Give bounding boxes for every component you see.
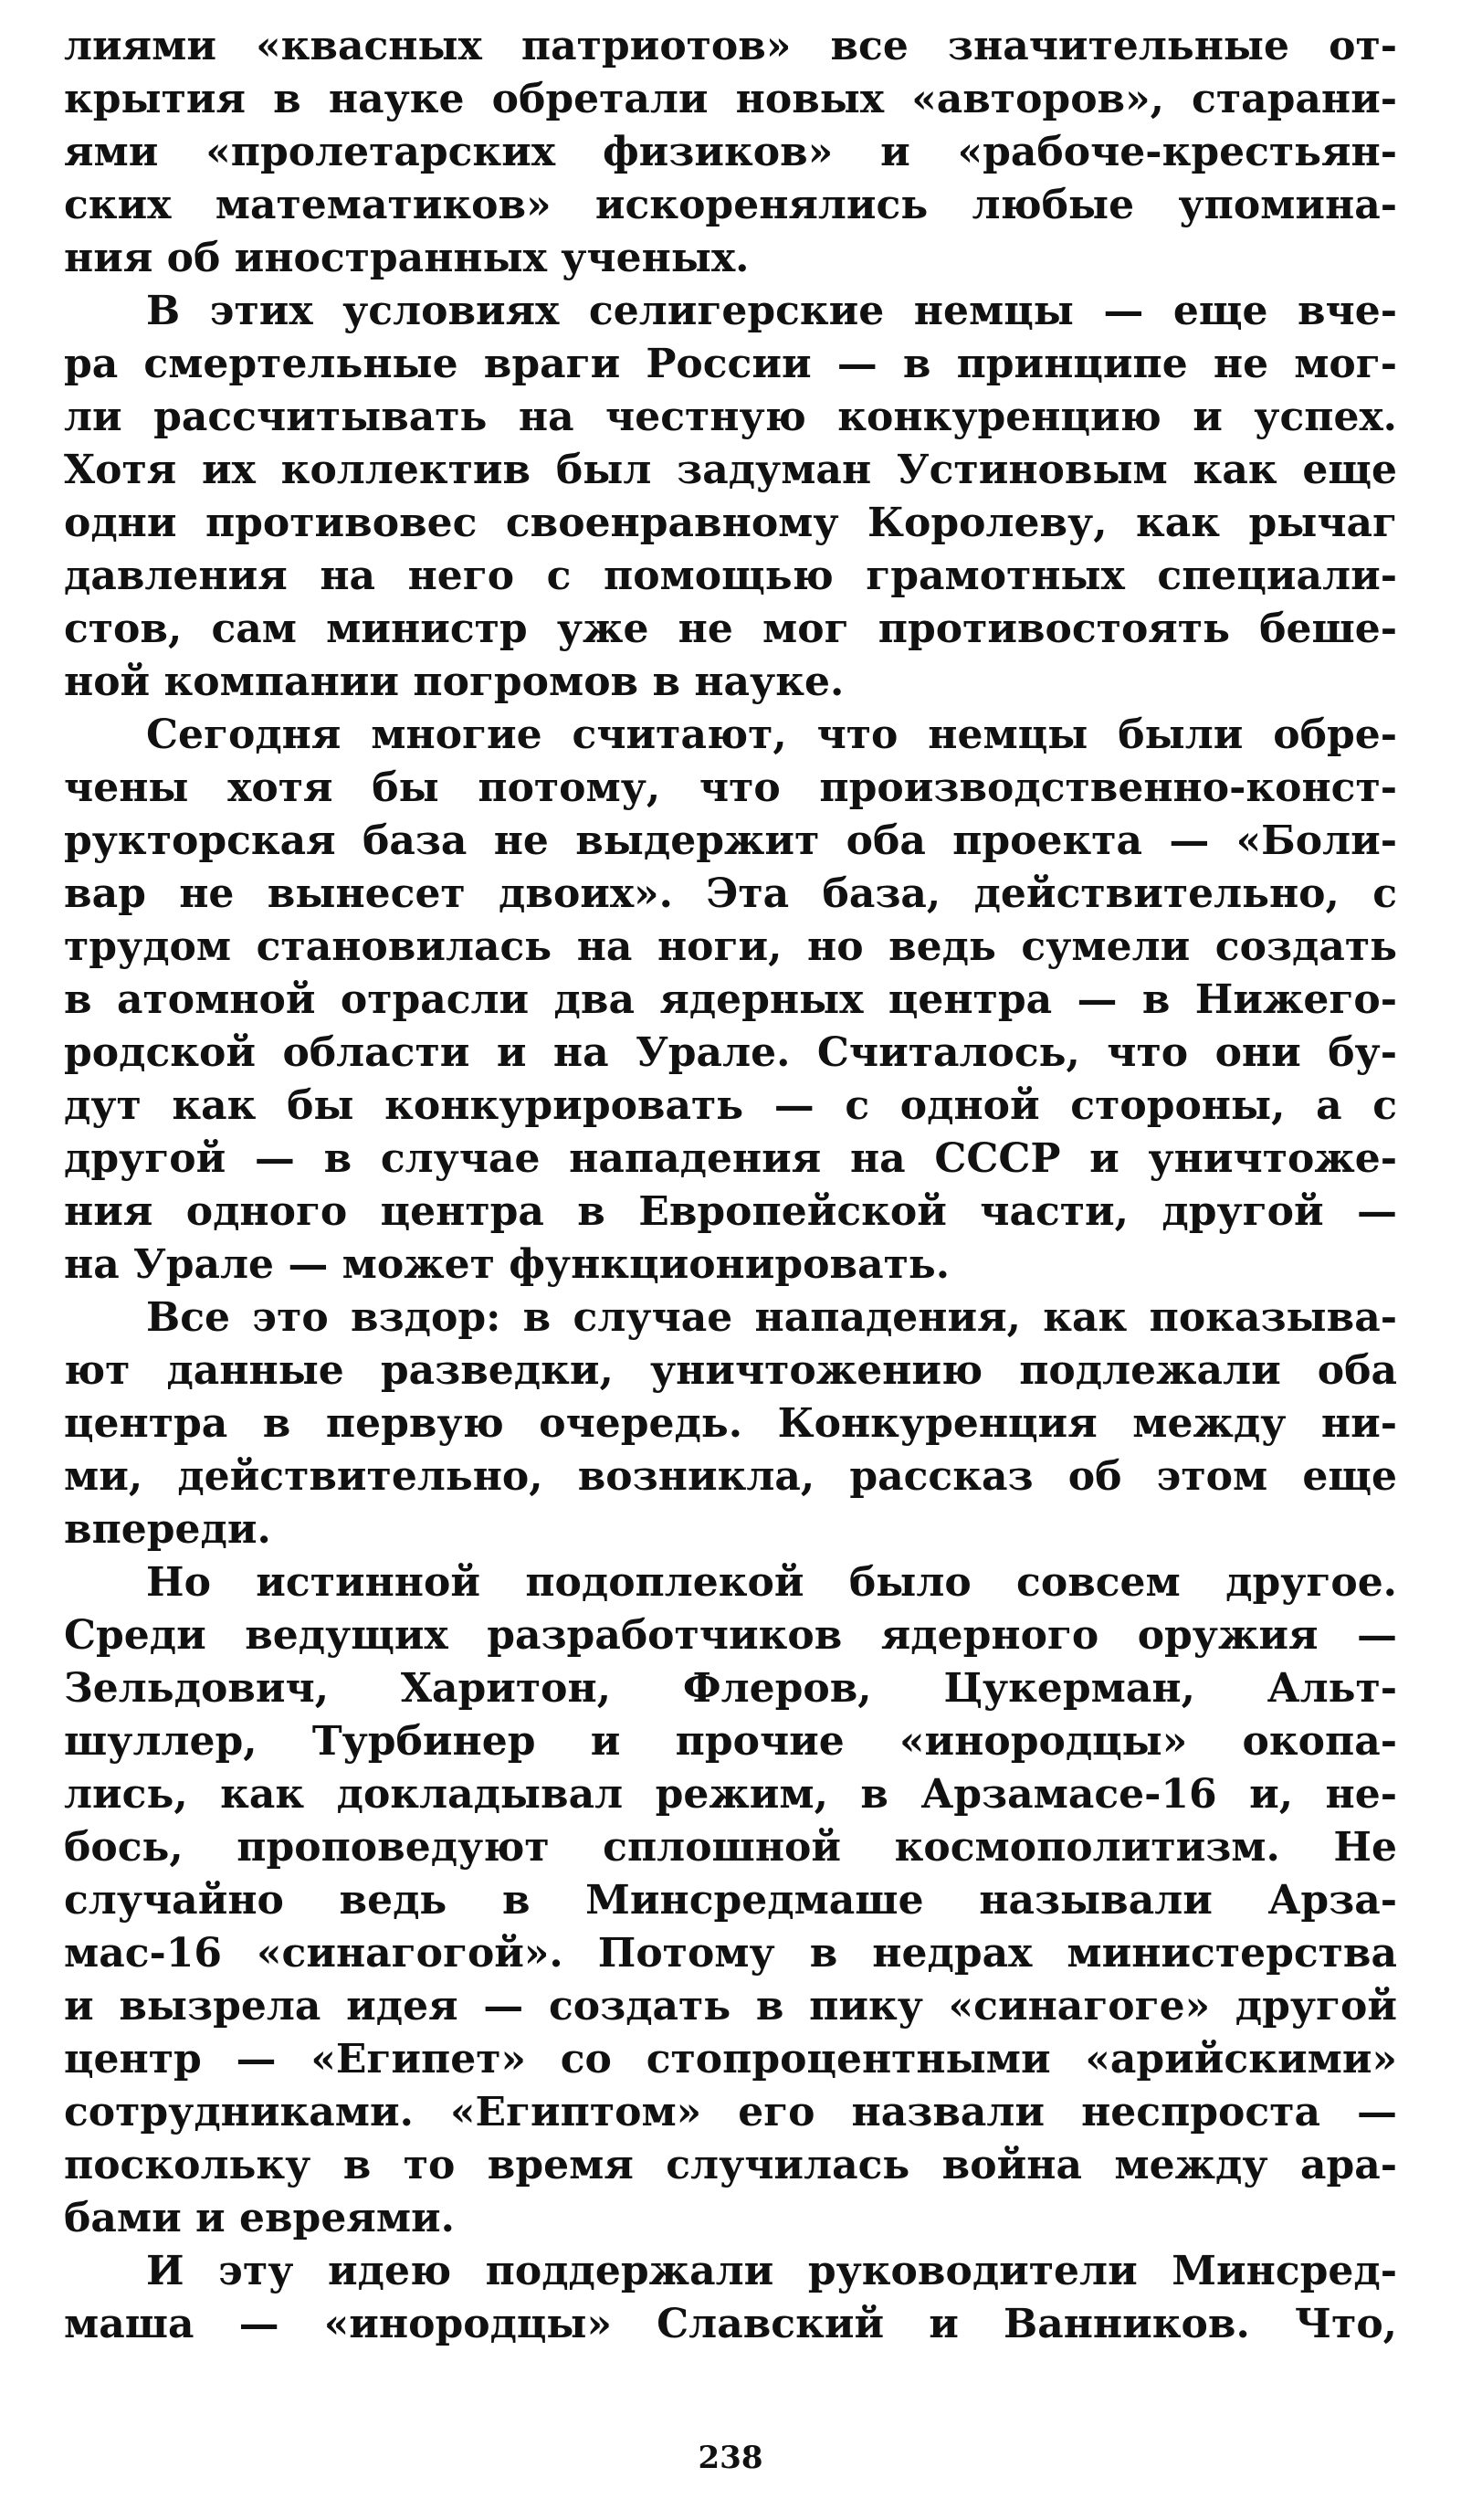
text-line: ми, действительно, возникла, рассказ об этом еще bbox=[64, 1453, 1397, 1500]
text-line: ра смертельные враги России — в принципе не мог- bbox=[64, 341, 1397, 387]
text-line: ния об иностранных ученых. bbox=[64, 235, 750, 281]
text-line: бось, проповедуют сплошной космополитизм. Не bbox=[64, 1824, 1397, 1871]
text-line: поскольку в то время случилась война между ара- bbox=[64, 2142, 1397, 2188]
text-line: и вызрела идея — создать в пику «синагоге» другой bbox=[64, 1983, 1397, 2030]
text-line: бами и евреями. bbox=[64, 2195, 455, 2241]
text-line: И эту идею поддержали руководители Минсред- bbox=[146, 2248, 1397, 2294]
text-line: Все это вздор: в случае нападения, как показыва- bbox=[146, 1294, 1397, 1341]
text-line: родской области и на Урале. Считалось, что они бу- bbox=[64, 1029, 1397, 1076]
text-line: крытия в науке обретали новых «авторов», старани- bbox=[64, 76, 1397, 122]
text-line: сотрудниками. «Египтом» его назвали неспроста — bbox=[64, 2089, 1397, 2135]
text-line: случайно ведь в Минсредмаше называли Арза- bbox=[64, 1877, 1397, 1924]
text-line: мас-16 «синагогой». Потому в недрах министерства bbox=[64, 1930, 1397, 1977]
text-line: чены хотя бы потому, что производственно-конст- bbox=[64, 764, 1397, 811]
text-line: В этих условиях селигерские немцы — еще вче- bbox=[146, 288, 1397, 334]
text-line: рукторская база не выдержит оба проекта — «Боли- bbox=[64, 817, 1397, 864]
text-line: дут как бы конкурировать — с одной стороны, а с bbox=[64, 1082, 1397, 1129]
text-line: шуллер, Турбинер и прочие «инородцы» окопа- bbox=[64, 1718, 1397, 1765]
text-line: ния одного центра в Европейской части, другой — bbox=[64, 1188, 1397, 1235]
text-line: центр — «Египет» со стопроцентными «арийскими» bbox=[64, 2036, 1397, 2082]
text-line: на Урале — может функционировать. bbox=[64, 1241, 951, 1288]
text-line: Но истинной подоплекой было совсем другое. bbox=[146, 1559, 1397, 1606]
text-line: Сегодня многие считают, что немцы были обре- bbox=[146, 712, 1397, 758]
text-line: вар не вынесет двоих». Эта база, действительно, с bbox=[64, 870, 1397, 917]
text-line: лись, как докладывал режим, в Арзамасе-16 и, не- bbox=[64, 1771, 1397, 1818]
text-line: другой — в случае нападения на СССР и уничтоже- bbox=[64, 1135, 1397, 1182]
text-line: впереди. bbox=[64, 1506, 271, 1553]
text-line: ями «пролетарских физиков» и «рабоче-крестьян- bbox=[64, 129, 1397, 175]
page-text bbox=[64, 20, 1397, 2486]
text-line: маша — «инородцы» Славский и Ванников. Что, bbox=[64, 2301, 1397, 2347]
text-line: давления на него с помощью грамотных специали- bbox=[64, 553, 1397, 599]
text-line: ских математиков» искоренялись любые упомина- bbox=[64, 182, 1397, 228]
text-line: трудом становилась на ноги, но ведь сумели создать bbox=[64, 923, 1397, 970]
text-line: центра в первую очередь. Конкуренция между ни- bbox=[64, 1400, 1397, 1447]
text-line: Среди ведущих разработчиков ядерного оружия — bbox=[64, 1612, 1397, 1659]
text-line: одни противовес своенравному Королеву, как рычаг bbox=[64, 500, 1397, 546]
text-line: лиями «квасных патриотов» все значительные от- bbox=[64, 23, 1397, 69]
text-line: стов, сам министр уже не мог противостоять беше- bbox=[64, 606, 1397, 652]
text-line: ли рассчитывать на честную конкуренцию и успех. bbox=[64, 394, 1397, 440]
text-line: Хотя их коллектив был задуман Устиновым как еще bbox=[64, 447, 1397, 493]
text-line: в атомной отрасли два ядерных центра — в Нижего- bbox=[64, 976, 1397, 1023]
text-line: ной компании погромов в науке. bbox=[64, 659, 845, 705]
text-line: ют данные разведки, уничтожению подлежали оба bbox=[64, 1347, 1397, 1394]
page-number: 238 bbox=[698, 2440, 763, 2476]
text-line: Зельдович, Харитон, Флеров, Цукерман, Альт- bbox=[64, 1665, 1397, 1712]
